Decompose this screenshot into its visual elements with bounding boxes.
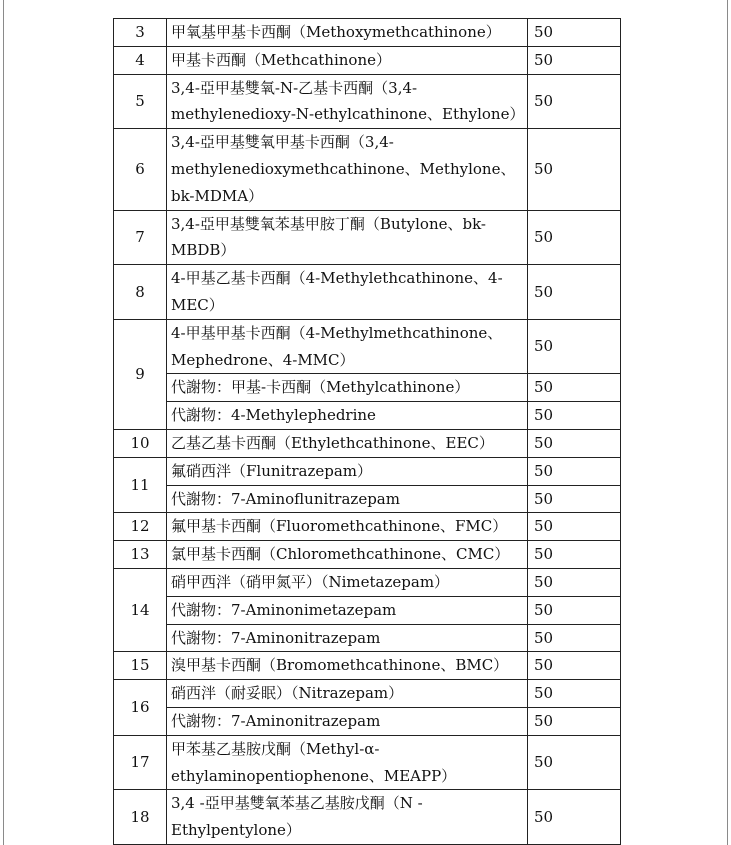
table-row xyxy=(114,735,621,790)
value-cell: 50 xyxy=(528,596,621,624)
table-row xyxy=(114,265,621,320)
value-cell: 50 xyxy=(528,513,621,541)
substance-name-cell: 代謝物：7-Aminonitrazepam xyxy=(167,624,528,652)
substance-name-cell: 3,4 -亞甲基雙氧苯基乙基胺戊酮（N -Ethylpentylone） xyxy=(167,790,528,845)
value-cell: 50 xyxy=(528,652,621,680)
table-row xyxy=(114,624,621,652)
table-row xyxy=(114,652,621,680)
substance-name-cell: 乙基乙基卡西酮（Ethylethcathinone、EEC） xyxy=(167,429,528,457)
table-row xyxy=(114,319,621,374)
item-number-cell: 18 xyxy=(114,790,167,845)
table-row xyxy=(114,374,621,402)
table-row xyxy=(114,596,621,624)
item-number-cell: 9 xyxy=(114,319,167,429)
table-row xyxy=(114,429,621,457)
table-row xyxy=(114,46,621,74)
substance-table xyxy=(113,18,621,845)
substance-name-cell: 硝西泮（耐妥眠）（Nitrazepam） xyxy=(167,680,528,708)
substance-name-cell: 氟硝西泮（Flunitrazepam） xyxy=(167,457,528,485)
substance-name-cell: 代謝物：7-Aminonimetazepam xyxy=(167,596,528,624)
substance-name-cell: 甲苯基乙基胺戊酮（Methyl-α-ethylaminopentiophenone、MEAPP） xyxy=(167,735,528,790)
table-row xyxy=(114,210,621,265)
table-row xyxy=(114,541,621,569)
table-row xyxy=(114,680,621,708)
table-row xyxy=(114,402,621,430)
substance-name-cell: 3,4-亞甲基雙氧-N-乙基卡西酮（3,4-methylenedioxy-N-ethylcathinone、Ethylone） xyxy=(167,74,528,129)
value-cell: 50 xyxy=(528,374,621,402)
substance-name-cell: 甲基卡西酮（Methcathinone） xyxy=(167,46,528,74)
table-row xyxy=(114,129,621,210)
item-number-cell: 12 xyxy=(114,513,167,541)
value-cell: 50 xyxy=(528,19,621,47)
item-number-cell: 10 xyxy=(114,429,167,457)
substance-name-cell: 3,4-亞甲基雙氧甲基卡西酮（3,4-methylenedioxymethcathinone、Methylone、bk-MDMA） xyxy=(167,129,528,210)
item-number-cell: 13 xyxy=(114,541,167,569)
substance-name-cell: 氯甲基卡西酮（Chloromethcathinone、CMC） xyxy=(167,541,528,569)
table-row xyxy=(114,513,621,541)
table-row xyxy=(114,790,621,845)
value-cell: 50 xyxy=(528,46,621,74)
substance-name-cell: 代謝物：7-Aminoflunitrazepam xyxy=(167,485,528,513)
item-number-cell: 17 xyxy=(114,735,167,790)
table-row xyxy=(114,568,621,596)
value-cell: 50 xyxy=(528,680,621,708)
item-number-cell: 4 xyxy=(114,46,167,74)
value-cell: 50 xyxy=(528,319,621,374)
value-cell: 50 xyxy=(528,485,621,513)
substance-table-body xyxy=(114,19,621,845)
item-number-cell: 11 xyxy=(114,457,167,513)
item-number-cell: 16 xyxy=(114,680,167,736)
substance-name-cell: 4-甲基乙基卡西酮（4-Methylethcathinone、4-MEC） xyxy=(167,265,528,320)
value-cell: 50 xyxy=(528,541,621,569)
item-number-cell: 7 xyxy=(114,210,167,265)
value-cell: 50 xyxy=(528,74,621,129)
value-cell: 50 xyxy=(528,210,621,265)
value-cell: 50 xyxy=(528,429,621,457)
substance-name-cell: 4-甲基甲基卡西酮（4-Methylmethcathinone、Mephedrone、4-MMC） xyxy=(167,319,528,374)
substance-name-cell: 溴甲基卡西酮（Bromomethcathinone、BMC） xyxy=(167,652,528,680)
table-row xyxy=(114,19,621,47)
item-number-cell: 14 xyxy=(114,568,167,651)
value-cell: 50 xyxy=(528,265,621,320)
value-cell: 50 xyxy=(528,568,621,596)
value-cell: 50 xyxy=(528,129,621,210)
value-cell: 50 xyxy=(528,402,621,430)
table-row xyxy=(114,707,621,735)
item-number-cell: 6 xyxy=(114,129,167,210)
value-cell: 50 xyxy=(528,457,621,485)
value-cell: 50 xyxy=(528,735,621,790)
substance-name-cell: 甲氧基甲基卡西酮（Methoxymethcathinone） xyxy=(167,19,528,47)
table-row xyxy=(114,485,621,513)
table-row xyxy=(114,74,621,129)
substance-name-cell: 氟甲基卡西酮（Fluoromethcathinone、FMC） xyxy=(167,513,528,541)
substance-name-cell: 3,4-亞甲基雙氧苯基甲胺丁酮（Butylone、bk-MBDB） xyxy=(167,210,528,265)
page-edge-right xyxy=(727,0,728,845)
item-number-cell: 5 xyxy=(114,74,167,129)
substance-name-cell: 代謝物：4-Methylephedrine xyxy=(167,402,528,430)
value-cell: 50 xyxy=(528,790,621,845)
substance-name-cell: 硝甲西泮（硝甲氮平）（Nimetazepam） xyxy=(167,568,528,596)
item-number-cell: 3 xyxy=(114,19,167,47)
substance-name-cell: 代謝物：甲基-卡西酮（Methylcathinone） xyxy=(167,374,528,402)
substance-name-cell: 代謝物：7-Aminonitrazepam xyxy=(167,707,528,735)
table-row xyxy=(114,457,621,485)
item-number-cell: 8 xyxy=(114,265,167,320)
page-edge-left xyxy=(3,0,4,845)
item-number-cell: 15 xyxy=(114,652,167,680)
value-cell: 50 xyxy=(528,624,621,652)
value-cell: 50 xyxy=(528,707,621,735)
